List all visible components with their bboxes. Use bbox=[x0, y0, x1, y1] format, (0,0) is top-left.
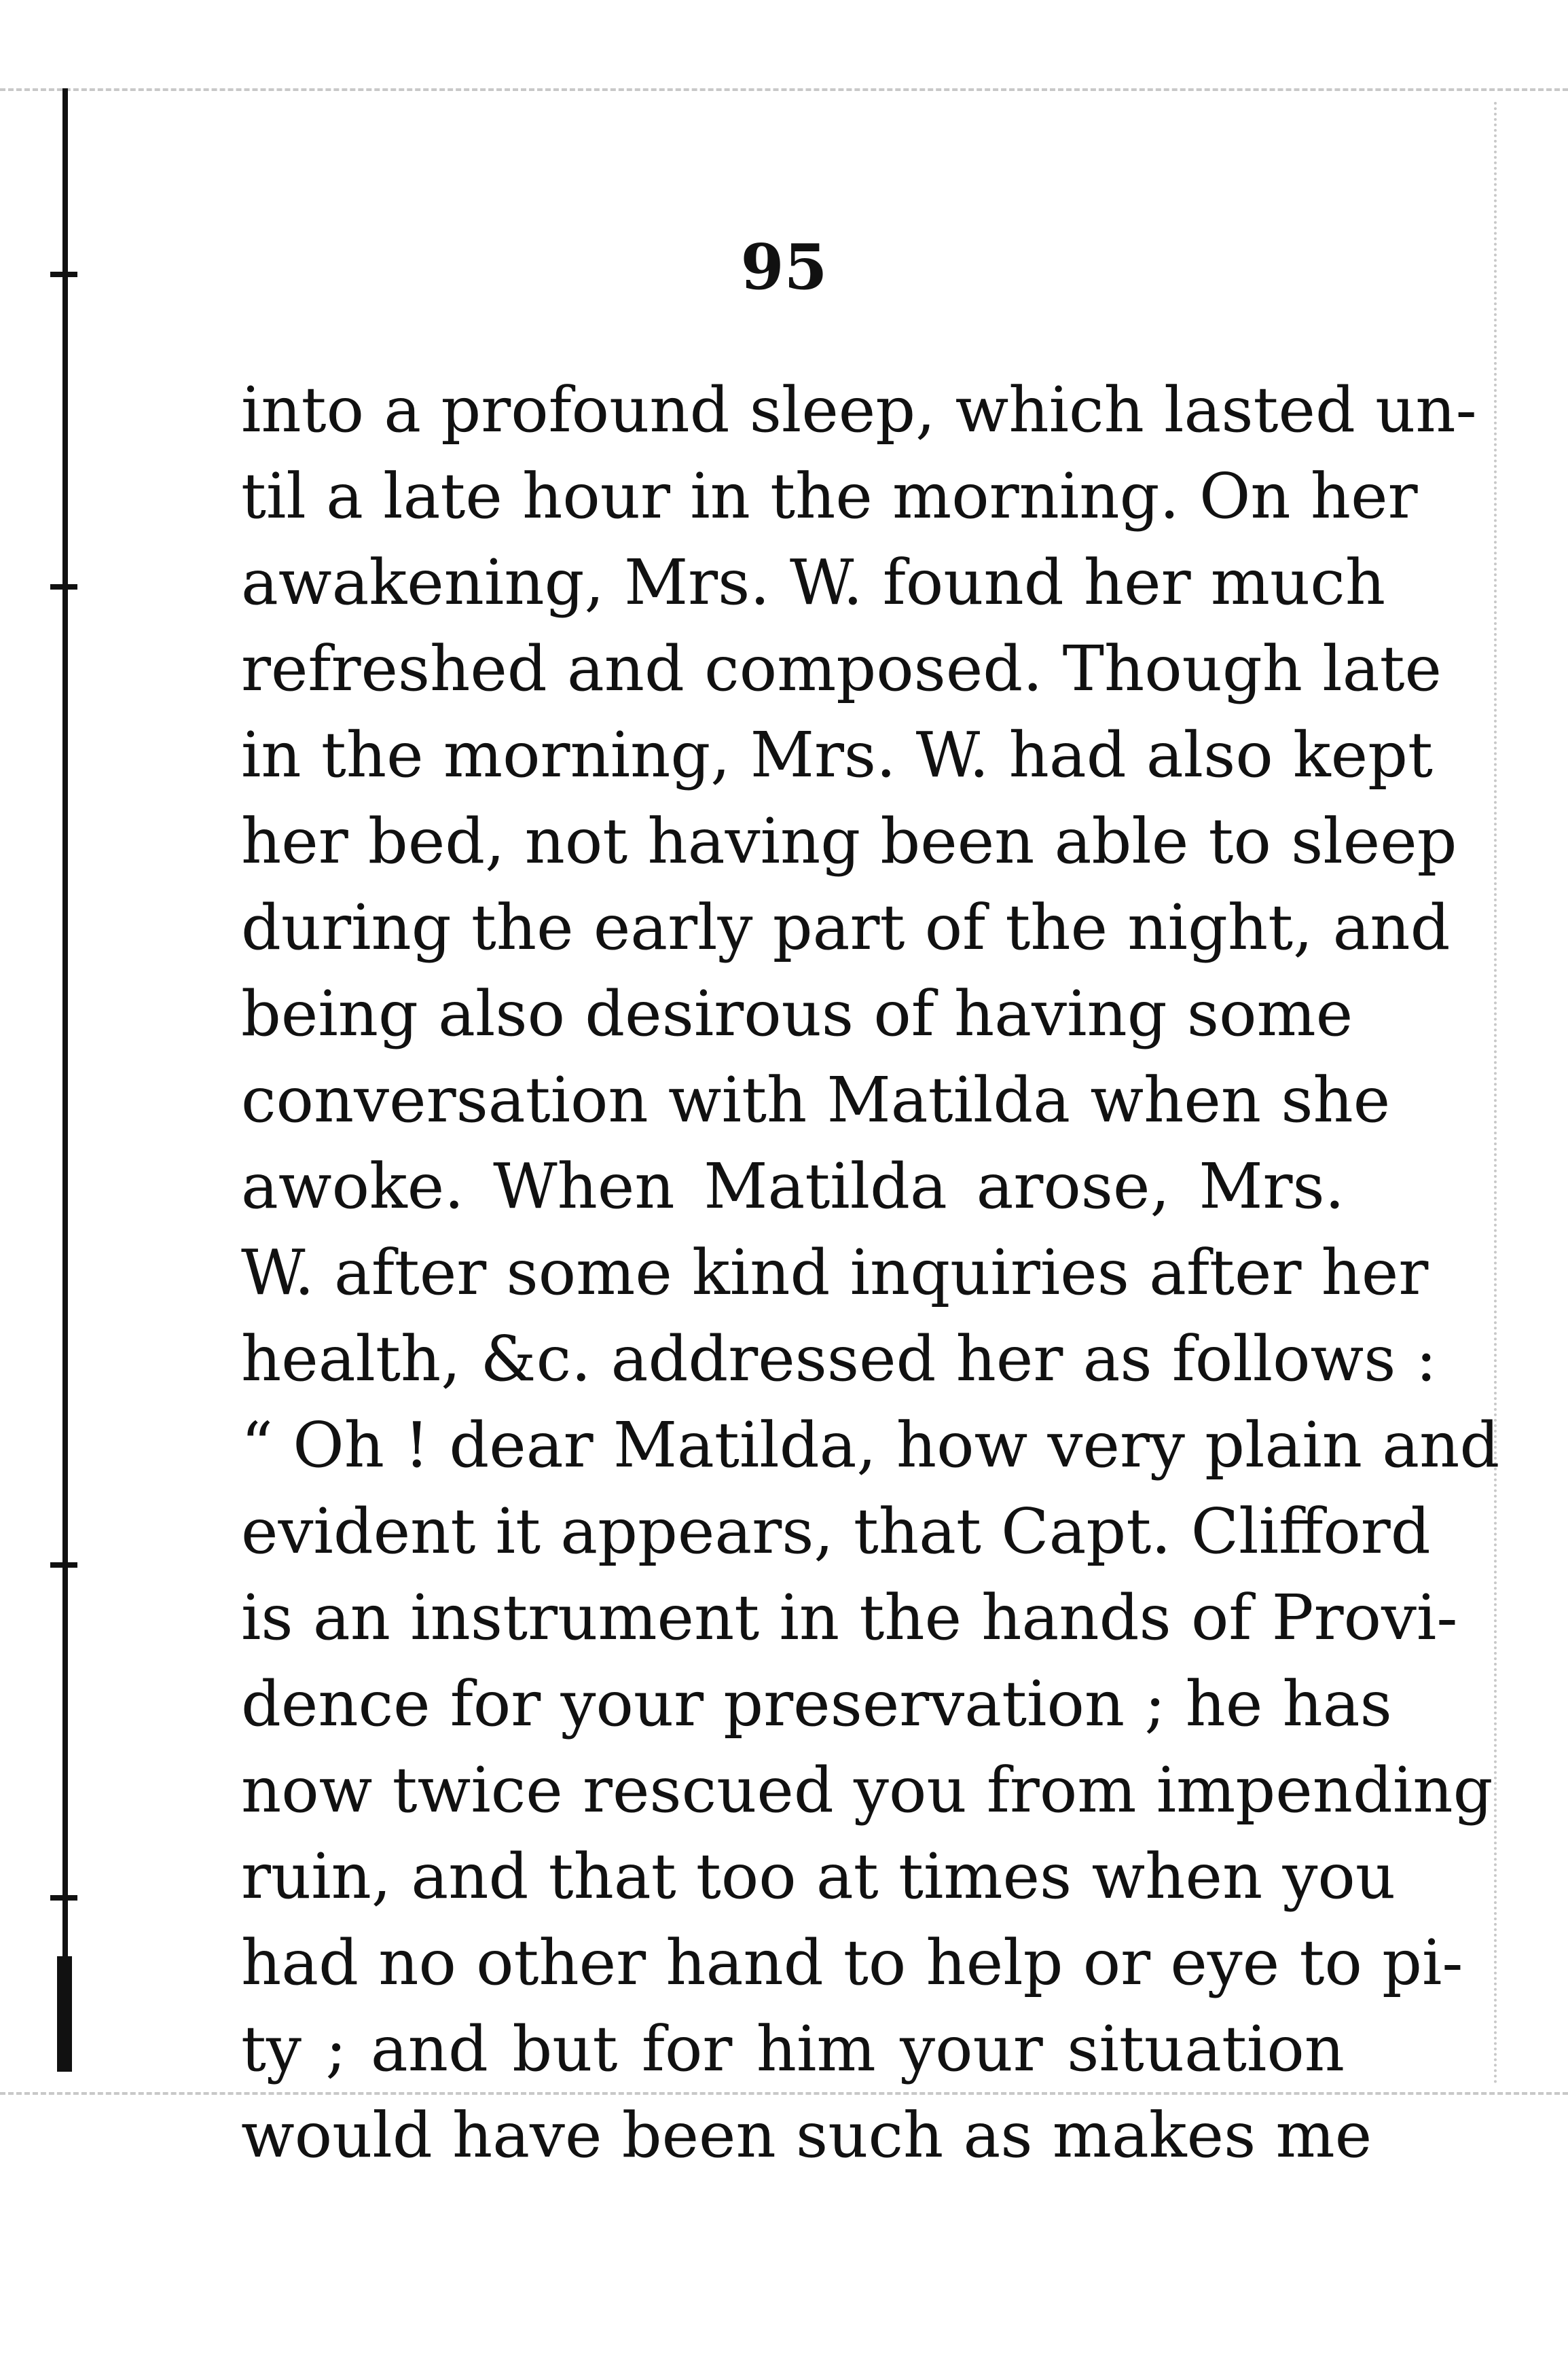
binding-mark bbox=[50, 1562, 77, 1568]
text-line: into a profound sleep, which lasted un- bbox=[241, 374, 1477, 446]
text-line: til a late hour in the morning. On her bbox=[241, 460, 1418, 533]
binding-mark bbox=[50, 584, 77, 590]
text-line: dence for your preservation ; he has bbox=[241, 1668, 1392, 1740]
text-line: would have been such as makes me bbox=[241, 2099, 1372, 2172]
text-line: during the early part of the night, and bbox=[241, 891, 1451, 964]
text-line: conversation with Matilda when she bbox=[241, 1064, 1391, 1136]
text-line: is an instrument in the hands of Provi- bbox=[241, 1581, 1458, 1654]
text-line: evident it appears, that Capt. Clifford bbox=[241, 1495, 1431, 1568]
page-number: 95 bbox=[740, 230, 828, 304]
text-line: awakening, Mrs. W. found her much bbox=[241, 546, 1386, 619]
text-line: W. after some kind inquiries after her bbox=[241, 1236, 1429, 1309]
text-line: her bed, not having been able to sleep bbox=[241, 805, 1457, 878]
text-line: health, &c. addressed her as follows : bbox=[241, 1323, 1437, 1395]
text-line: now twice rescued you from impending bbox=[241, 1754, 1493, 1827]
text-line: being also desirous of having some bbox=[241, 977, 1353, 1050]
page-edge-top bbox=[0, 88, 1568, 91]
text-line: had no other hand to help or eye to pi- bbox=[241, 1926, 1463, 1999]
body-text bbox=[241, 367, 1500, 2178]
binding-mark bbox=[50, 1895, 77, 1901]
text-line: “ Oh ! dear Matilda, how very plain and bbox=[241, 1409, 1500, 1481]
text-line: ruin, and that too at times when you bbox=[241, 1840, 1396, 1913]
binding-rule-thick bbox=[57, 1956, 72, 2072]
page-edge-right bbox=[1494, 102, 1497, 2085]
text-line: in the morning, Mrs. W. had also kept bbox=[241, 719, 1434, 791]
text-line: ty ; and but for him your situation bbox=[241, 2013, 1345, 2085]
text-line: refreshed and composed. Though late bbox=[241, 632, 1442, 705]
text-line: awoke. When Matilda arose, Mrs. bbox=[241, 1150, 1345, 1223]
binding-rule bbox=[62, 88, 68, 2072]
